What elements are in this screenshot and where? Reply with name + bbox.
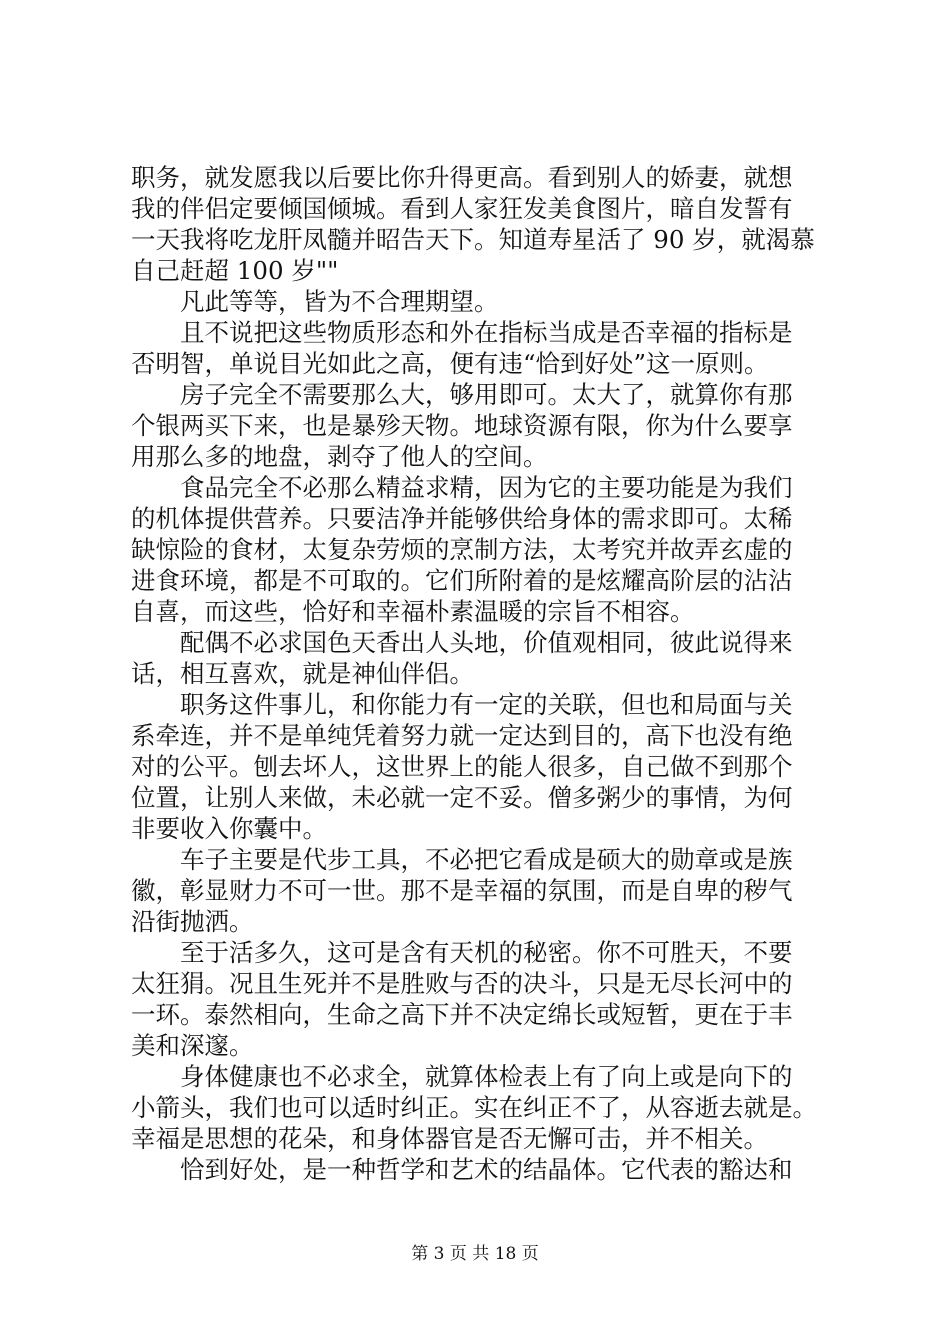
document-body [131, 162, 837, 1185]
text-line: 用那么多的地盘，剥夺了他人的空间。 [131, 442, 548, 471]
text-line: 否明智，单说目光如此之高，便有违“恰到好处”这一原则。 [131, 349, 769, 378]
text-line: 幸福是思想的花朵，和身体器官是否无懈可击，并不相关。 [131, 1124, 768, 1153]
text-line: 美和深邃。 [131, 1031, 254, 1060]
text-line: 小箭头，我们也可以适时纠正。实在纠正不了，从容逝去就是。 [131, 1093, 817, 1122]
text-line: 位置，让别人来做，未必就一定不妥。僧多粥少的事情，为何 [131, 783, 793, 812]
page-footer [0, 1243, 950, 1265]
paragraph-start-line: 且不说把这些物质形态和外在指标当成是否幸福的指标是 [180, 318, 793, 347]
paragraph-start-line: 身体健康也不必求全，就算体检表上有了向上或是向下的 [180, 1062, 793, 1091]
text-line: 我的伴侣定要倾国倾城。看到人家狂发美食图片，暗自发誓有 [131, 194, 793, 223]
text-line: 沿街抛洒。 [131, 907, 254, 936]
text-line: 进食环境，都是不可取的。它们所附着的是炫耀高阶层的沾沾 [131, 566, 793, 595]
text-line: 对的公平。刨去坏人，这世界上的能人很多，自己做不到那个 [131, 752, 793, 781]
text-line: 自喜，而这些，恰好和幸福朴素温暖的宗旨不相容。 [131, 597, 695, 626]
text-line: 一天我将吃龙肝凤髓并昭告天下。知道寿星活了 90 岁，就渴慕 [131, 225, 815, 254]
text-line: 徽，彰显财力不可一世。那不是幸福的氛围，而是自卑的秽气 [131, 876, 793, 905]
paragraph-start-line: 凡此等等，皆为不合理期望。 [180, 287, 499, 316]
text-line: 个银两买下来，也是暴殄天物。地球资源有限，你为什么要享 [131, 411, 793, 440]
text-line: 太狂狷。况且生死并不是胜败与否的决斗，只是无尽长河中的 [131, 969, 793, 998]
text-line: 缺惊险的食材，太复杂劳烦的烹制方法，太考究并故弄玄虚的 [131, 535, 793, 564]
text-line: 自己赶超 100 岁"" [131, 256, 339, 285]
paragraph-start-line: 食品完全不必那么精益求精，因为它的主要功能是为我们 [180, 473, 793, 502]
text-line: 非要收入你囊中。 [131, 814, 327, 843]
paragraph-start-line: 配偶不必求国色天香出人头地，价值观相同，彼此说得来 [180, 628, 793, 657]
paragraph-start-line: 房子完全不需要那么大，够用即可。太大了，就算你有那 [180, 380, 793, 409]
text-line: 话，相互喜欢，就是神仙伴侣。 [131, 659, 474, 688]
text-line: 的机体提供营养。只要洁净并能够供给身体的需求即可。太稀 [131, 504, 793, 533]
paragraph-start-line: 至于活多久，这可是含有天机的秘密。你不可胜天，不要 [180, 938, 793, 967]
paragraph-start-line: 恰到好处，是一种哲学和艺术的结晶体。它代表的豁达和 [180, 1155, 793, 1184]
paragraph-start-line: 车子主要是代步工具，不必把它看成是硕大的勋章或是族 [180, 845, 793, 874]
page-number-label: 第 3 页 共 18 页 [411, 1244, 539, 1264]
text-line: 一环。泰然相向，生命之高下并不决定绵长或短暂，更在于丰 [131, 1000, 793, 1029]
paragraph-start-line: 职务这件事儿，和你能力有一定的关联，但也和局面与关 [180, 690, 793, 719]
text-line: 系牵连，并不是单纯凭着努力就一定达到目的，高下也没有绝 [131, 721, 793, 750]
text-line: 职务，就发愿我以后要比你升得更高。看到别人的娇妻，就想 [131, 163, 793, 192]
